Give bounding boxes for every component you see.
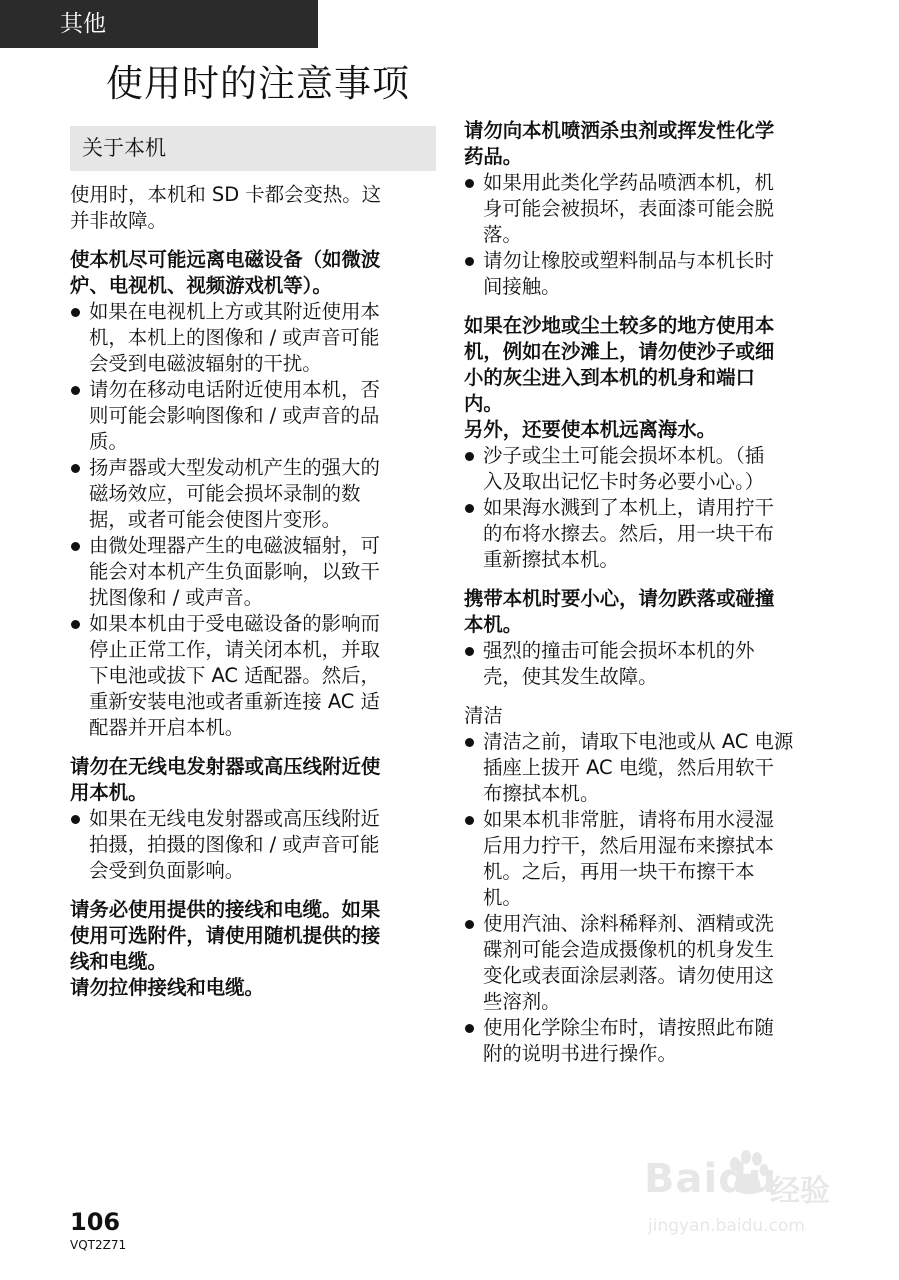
text-line: 扬声器或大型发动机产生的强大的 (89, 456, 380, 479)
text-line: 机，本机上的图像和 / 或声音可能 (89, 326, 380, 349)
bullet-item (70, 377, 436, 455)
text-line: 请勿拉伸接线和电缆。 (70, 976, 264, 999)
text-line: 请勿在移动电话附近使用本机，否 (89, 378, 380, 401)
bullet-item (464, 911, 836, 1015)
text-line: 请勿让橡胶或塑料制品与本机长时 (483, 249, 774, 272)
bullet-dot-icon (465, 647, 474, 656)
section-header-label: 关于本机 (82, 136, 166, 160)
category-tab (0, 0, 318, 48)
notice-block (464, 703, 836, 1067)
notice-block (464, 118, 836, 300)
text-line: 如果海水溅到了本机上，请用拧干 (483, 496, 774, 519)
text-line: 如果在电视机上方或其附近使用本 (89, 300, 380, 323)
text-line: 强烈的撞击可能会损坏本机的外 (483, 639, 755, 662)
text-line: 扰图像和 / 或声音。 (89, 586, 263, 609)
text-line: 间接触。 (483, 275, 561, 298)
text-line: 则可能会影响图像和 / 或声音的品 (89, 404, 380, 427)
bullet-dot-icon (465, 452, 474, 461)
bullet-item (70, 806, 436, 884)
text-line: 清洁 (464, 704, 503, 727)
notice-block (464, 313, 836, 573)
text-line: 重新擦拭本机。 (483, 548, 619, 571)
text-line: 后用力拧干，然后用湿布来擦拭本 (483, 834, 774, 857)
text-line: 使用汽油、涂料稀释剂、酒精或洗 (483, 912, 774, 935)
right-column (464, 118, 836, 1080)
text-line: 机。 (483, 886, 522, 909)
bullet-dot-icon (465, 920, 474, 929)
page-title: 使用时的注意事项 (106, 62, 410, 105)
bullet-item (464, 443, 836, 495)
text-line: 质。 (89, 430, 128, 453)
bullet-dot-icon (71, 542, 80, 551)
notice-block (70, 897, 436, 1001)
text-line: 重新安装电池或者重新连接 AC 适 (89, 690, 380, 713)
text-line: 机，例如在沙滩上，请勿使沙子或细 (464, 340, 775, 363)
text-line: 另外，还要使本机远离海水。 (464, 418, 717, 441)
text-line: 使本机尽可能远离电磁设备（如微波 (70, 248, 381, 271)
notice-heading (70, 754, 436, 806)
text-line: 用本机。 (70, 781, 148, 804)
text-line: 些溶剂。 (483, 990, 561, 1013)
text-line: 如果本机非常脏，请将布用水浸湿 (483, 808, 774, 831)
watermark-brand: Baidu (644, 1156, 778, 1202)
text-line: 配器并开启本机。 (89, 716, 245, 739)
notice-heading (70, 247, 436, 299)
text-line: 能会对本机产生负面影响，以致干 (89, 560, 380, 583)
text-line: 布擦拭本机。 (483, 782, 600, 805)
text-line: 落。 (483, 223, 522, 246)
watermark-cn: 经验 (770, 1174, 830, 1209)
notice-heading (464, 313, 836, 443)
text-line: 入及取出记忆卡时务必要小心。） (483, 470, 765, 493)
bullet-item (70, 533, 436, 611)
notice-block (464, 586, 836, 690)
text-line: 清洁之前，请取下电池或从 AC 电源 (483, 730, 794, 753)
bullet-item (464, 1015, 836, 1067)
bullet-dot-icon (71, 620, 80, 629)
left-blocks (70, 247, 436, 1001)
notice-heading (464, 118, 836, 170)
text-line: 线和电缆。 (70, 950, 167, 973)
text-line: 如果在无线电发射器或高压线附近 (89, 807, 380, 830)
bullet-dot-icon (465, 1024, 474, 1033)
left-column (70, 126, 436, 1014)
bullet-dot-icon (465, 179, 474, 188)
text-line: 的布将水擦去。然后，用一块干布 (483, 522, 774, 545)
text-line: 使用可选附件，请使用随机提供的接 (70, 924, 381, 947)
text-line: 沙子或尘土可能会损坏本机。（插 (483, 444, 765, 467)
notice-heading (464, 703, 836, 729)
text-line: 如果本机由于受电磁设备的影响而 (89, 612, 380, 635)
notice-heading (70, 897, 436, 1001)
bullet-item (464, 729, 836, 807)
text-line: 据，或者可能会使图片变形。 (89, 508, 342, 531)
section-header (70, 126, 436, 171)
notice-block (70, 754, 436, 884)
text-line: 请勿在无线电发射器或高压线附近使 (70, 755, 381, 778)
bullet-item (70, 611, 436, 741)
text-line: 壳，使其发生故障。 (483, 665, 658, 688)
text-line: 附的说明书进行操作。 (483, 1042, 677, 1065)
bullet-dot-icon (465, 504, 474, 513)
text-line: 碟剂可能会造成摄像机的机身发生 (483, 938, 774, 961)
text-line: 并非故障。 (70, 209, 167, 232)
bullet-dot-icon (71, 464, 80, 473)
baidu-jingyan-watermark (622, 1150, 852, 1240)
text-line: 请勿向本机喷洒杀虫剂或挥发性化学 (464, 119, 775, 142)
bullet-item (464, 248, 836, 300)
bullet-dot-icon (71, 386, 80, 395)
bullet-dot-icon (465, 257, 474, 266)
text-line: 携带本机时要小心，请勿跌落或碰撞 (464, 587, 775, 610)
text-line: 变化或表面涂层剥落。请勿使用这 (483, 964, 774, 987)
document-id: VQT2Z71 (70, 1238, 127, 1252)
notice-block (70, 247, 436, 741)
text-line: 本机。 (464, 613, 523, 636)
bullet-dot-icon (465, 816, 474, 825)
text-line: 使用化学除尘布时，请按照此布随 (483, 1016, 774, 1039)
text-line: 磁场效应，可能会损坏录制的数 (89, 482, 361, 505)
text-line: 插座上拔开 AC 电缆，然后用软干 (483, 756, 774, 779)
text-line: 内。 (464, 392, 503, 415)
text-line: 下电池或拔下 AC 适配器。然后， (89, 664, 380, 687)
category-tab-label: 其他 (60, 11, 106, 37)
bullet-item (70, 455, 436, 533)
right-blocks (464, 118, 836, 1067)
bullet-item (70, 299, 436, 377)
text-line: 会受到负面影响。 (89, 859, 245, 882)
text-line: 会受到电磁波辐射的干扰。 (89, 352, 322, 375)
text-line: 小的灰尘进入到本机的机身和端口 (464, 366, 755, 389)
bullet-dot-icon (71, 308, 80, 317)
text-line: 请务必使用提供的接线和电缆。如果 (70, 898, 381, 921)
watermark-url: jingyan.baidu.com (648, 1216, 805, 1236)
text-line: 由微处理器产生的电磁波辐射，可 (89, 534, 380, 557)
text-line: 使用时，本机和 SD 卡都会变热。这 (70, 183, 382, 206)
bullet-dot-icon (465, 738, 474, 747)
text-line: 药品。 (464, 145, 523, 168)
bullet-item (464, 807, 836, 911)
intro-paragraph (70, 182, 436, 234)
text-line: 停止正常工作，请关闭本机，并取 (89, 638, 380, 661)
text-line: 拍摄，拍摄的图像和 / 或声音可能 (89, 833, 380, 856)
bullet-item (464, 638, 836, 690)
text-line: 如果在沙地或尘土较多的地方使用本 (464, 314, 775, 337)
bullet-item (464, 170, 836, 248)
bullet-dot-icon (71, 815, 80, 824)
page-number: 106 (70, 1208, 121, 1236)
bullet-item (464, 495, 836, 573)
notice-heading (464, 586, 836, 638)
text-line: 如果用此类化学药品喷洒本机，机 (483, 171, 774, 194)
text-line: 炉、电视机、视频游戏机等）。 (70, 274, 332, 297)
text-line: 身可能会被损坏，表面漆可能会脱 (483, 197, 774, 220)
text-line: 机。之后，再用一块干布擦干本 (483, 860, 755, 883)
